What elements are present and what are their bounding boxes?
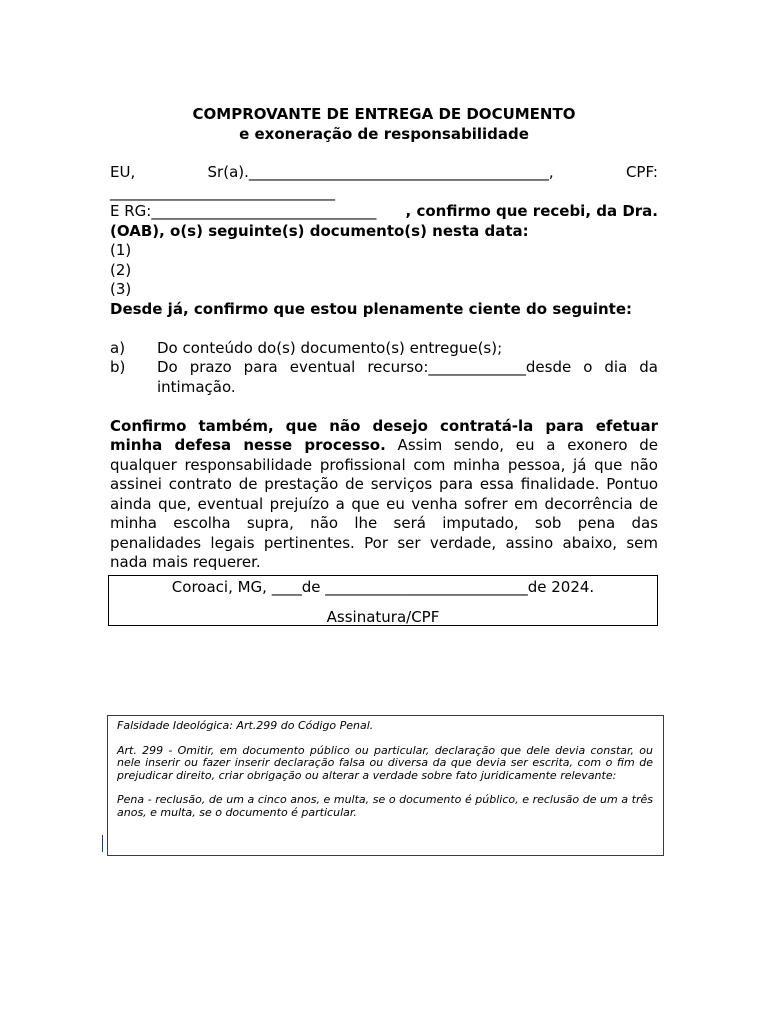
list-item-text: Do conteúdo do(s) documento(s) entregue(s); bbox=[157, 338, 503, 357]
title-line-2: e exoneração de responsabilidade bbox=[239, 125, 529, 143]
legal-note-box bbox=[107, 715, 664, 856]
legal-note-penalty: Pena - reclusão, de um a cinco anos, e multa, se o documento é público, e reclusão de um a três anos, e multa, se o documento é particular. bbox=[117, 793, 653, 819]
paragraph-text: Assim sendo, eu a exonero de bbox=[385, 436, 659, 454]
title-line-1: COMPROVANTE DE ENTREGA DE DOCUMENTO bbox=[192, 105, 576, 123]
document-item-3: (3) bbox=[110, 280, 132, 298]
paragraph-line bbox=[110, 436, 658, 456]
intro-line-3 bbox=[110, 202, 658, 222]
name-field: Sr(a).________________________________________, bbox=[207, 163, 554, 181]
list-marker: a) bbox=[110, 338, 126, 357]
rg-field: E RG:______________________________ bbox=[110, 202, 377, 220]
paragraph-line: nada mais requerer. bbox=[110, 553, 261, 571]
text-cursor bbox=[102, 835, 103, 852]
receipt-statement: , confirmo que recebi, da Dra. bbox=[405, 202, 658, 220]
cpf-field: ______________________________ bbox=[110, 182, 335, 201]
document-item-2: (2) bbox=[110, 260, 132, 279]
document-body bbox=[110, 163, 658, 573]
paragraph-line: minha escolha supra, não lhe será imputado, sob pena das bbox=[110, 514, 658, 532]
list-item-b bbox=[110, 358, 658, 397]
document-title bbox=[110, 104, 658, 144]
legal-note-article: Art. 299 - Omitir, em documento público ou particular, declaração que dele devia constar, ou nele inserir ou fazer inserir declaração falsa ou diversa da que devia ser escrita, com o fim de prejudicar direito, criar obrigação ou alterar a verdade sobre fato juridicamente relevante: bbox=[117, 743, 653, 782]
cpf-label: CPF: bbox=[625, 163, 658, 181]
signature-box bbox=[108, 575, 658, 626]
oab-statement: (OAB), o(s) seguinte(s) documento(s) nesta data: bbox=[110, 221, 529, 240]
document-item-1: (1) bbox=[110, 241, 132, 259]
paragraph-line: qualquer responsabilidade profissional com minha pessoa, já que não bbox=[110, 455, 658, 474]
list-item-text: Do prazo para eventual recurso:_____________desde o dia da bbox=[157, 358, 658, 376]
paragraph-line: Confirmo também, que não desejo contratá-la para efetuar bbox=[110, 416, 658, 435]
intro-line-1 bbox=[110, 163, 658, 183]
paragraph-bold-text: minha defesa nesse processo. bbox=[110, 436, 386, 454]
list-marker: b) bbox=[110, 358, 126, 376]
list-item-a bbox=[110, 339, 658, 359]
paragraph-line: ainda que, eventual prejuízo a que eu venha sofrer em decorrência de bbox=[110, 494, 658, 513]
list-item-text-cont: intimação. bbox=[157, 377, 236, 396]
paragraph-line: penalidades legais pertinentes. Por ser verdade, assino abaixo, sem bbox=[110, 533, 658, 552]
legal-note-heading: Falsidade Ideológica: Art.299 do Código Penal. bbox=[117, 719, 374, 732]
paragraph-line: assinei contrato de prestação de serviços para essa finalidade. Pontuo bbox=[110, 475, 658, 493]
signature-label: Assinatura/CPF bbox=[326, 608, 440, 626]
awareness-statement: Desde já, confirmo que estou plenamente ciente do seguinte: bbox=[110, 299, 633, 318]
place-date-line: Coroaci, MG, ____de ___________________________de 2024. bbox=[171, 578, 595, 596]
eu-text: EU, bbox=[110, 163, 136, 181]
declaration-paragraph bbox=[110, 417, 658, 573]
